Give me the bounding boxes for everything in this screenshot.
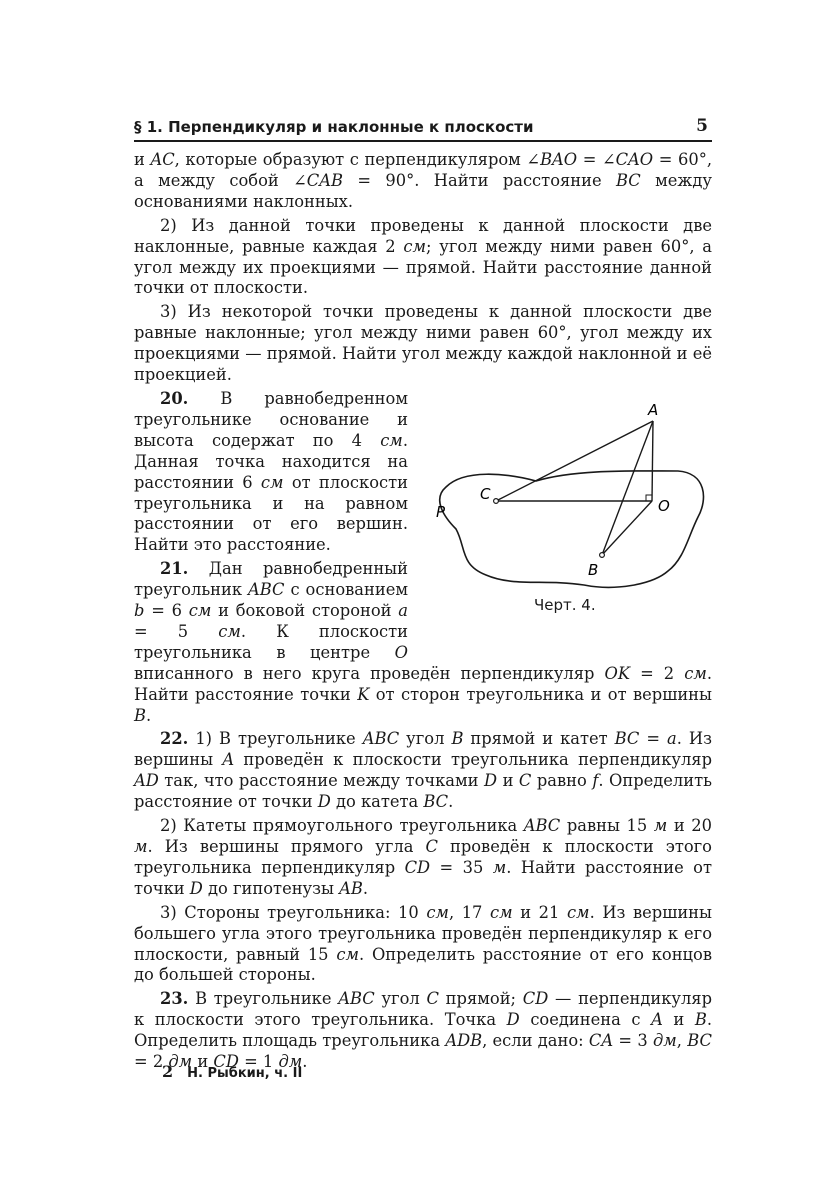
footer-signature: Н. Рыбкин, ч. II bbox=[187, 1066, 303, 1081]
label-o: O bbox=[658, 496, 670, 515]
problem-22-2: 2) Катеты прямоугольного треугольника ABC равны 15 м и 20 м. Из вершины прямого угла C проведён к плоскости этого треугольника перпендикуляр CD = 35 м. Найти расстояние от точки D до гипотенузы AB. bbox=[134, 816, 712, 898]
problem-23: 23. В треугольнике ABC угол C прямой; CD — перпендикуляр к плоскости этого треугольника. Точка D соединена с A и B. Определить площадь треугольника ADB, если дано: CA = 3 дм, BC = 2 дм и CD = 1 дм. bbox=[134, 989, 713, 1072]
page-footer bbox=[162, 1062, 302, 1081]
segment-ao bbox=[652, 421, 653, 501]
label-p: P bbox=[436, 502, 446, 521]
segment-ca bbox=[496, 421, 653, 501]
problem-22-3: 3) Стороны треугольника: 10 см, 17 см и 21 см. Из вершины большего угла этого треугольника проведён перпендикуляр к его плоскости, равный 15 см. Определить расстояние от его концов до большей стороны. bbox=[134, 902, 712, 985]
segment-ob bbox=[602, 501, 652, 555]
problem-20: 20. В равнобедренном треугольнике основание и высота содержат по 4 см. Данная точка находится на расстоянии 6 см от плоскости треугольника и на равном расстоянии от его вершин. Найти это расстояние. bbox=[134, 388, 408, 555]
paragraph-19-3: 3) Из некоторой точки проведены к данной плоскости две равные наклонные; угол между ними равен 60°, угол между их проекциями — прямой. Найти угол между каждой наклонной и её проекцией. bbox=[134, 302, 712, 385]
body-text bbox=[134, 150, 712, 1076]
figure-caption: Черт. 4. bbox=[534, 595, 596, 614]
page-number: 5 bbox=[696, 116, 708, 136]
label-c: C bbox=[480, 484, 491, 503]
label-b: B bbox=[588, 560, 599, 579]
problem-22-1: 22. 1) В треугольнике ABC угол B прямой и катет BC = a. Из вершины A проведён к плоскости треугольника перпендикуляр AD так, что расстояние между точками D и C равно f. Определить расстояние от точки D до катета BC. bbox=[134, 729, 713, 812]
section-title: § 1. Перпендикуляр и наклонные к плоскости bbox=[134, 118, 534, 136]
sheet-number: 2 bbox=[162, 1062, 174, 1081]
paragraph-19-1-continued: и AC, которые образуют с перпендикуляром ∠BAO = ∠CAO = 60°, а между собой ∠CAB = 90°. Найти расстояние BC между основаниями наклонных. bbox=[134, 150, 713, 211]
figure-4 bbox=[416, 399, 716, 637]
label-a: A bbox=[648, 400, 659, 419]
segment-ab bbox=[602, 421, 653, 555]
running-header bbox=[134, 114, 712, 142]
right-angle-mark bbox=[646, 495, 652, 501]
paragraph-19-2: 2) Из данной точки проведены к данной плоскости две наклонные, равные каждая 2 см; угол между ними равен 60°, а угол между их проекциями — прямой. Найти расстояние данной точки от плоскости. bbox=[134, 215, 712, 298]
point-c bbox=[494, 499, 499, 504]
problem-21: 21. Дан равнобедренный треугольник ABC с основанием b = 6 см и боковой стороной a = 5 см. К плоскости треугольника в центре O вписанного в него круга проведён перпендикуляр OK = 2 см. Найти расстояние точки K от сторон треугольника и от вершины B. bbox=[134, 559, 713, 725]
point-b bbox=[600, 553, 605, 558]
